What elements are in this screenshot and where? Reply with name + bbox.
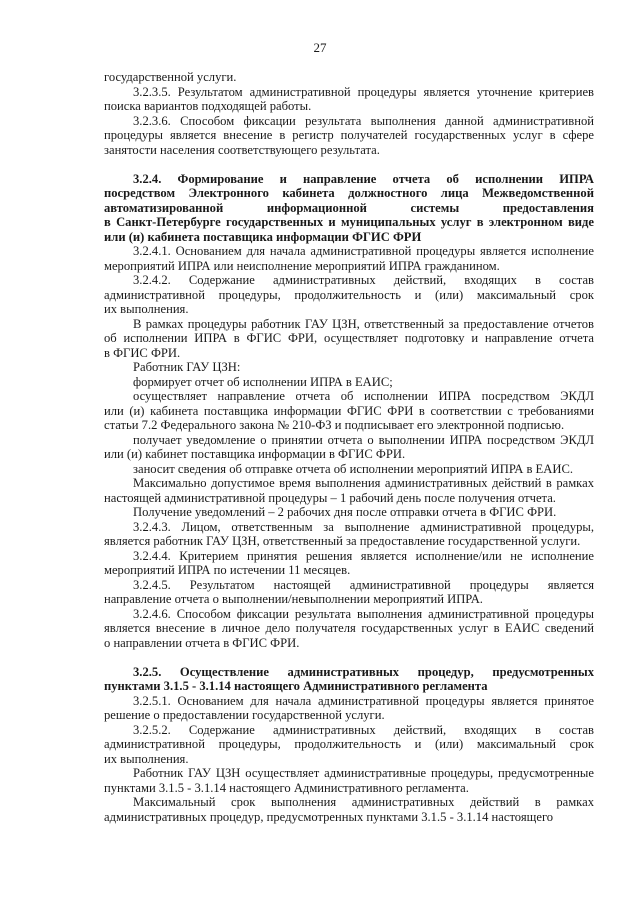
text-line: 3.2.4.4. Критерием принятия решения является исполнение/или не исполнение xyxy=(133,548,594,563)
text-line: статьи 7.2 Федерального закона № 210-ФЗ и подписывает его электронной подписью. xyxy=(104,418,565,432)
text-line: в ФГИС ФРИ. xyxy=(104,345,181,360)
text-line: 3.2.5.2. Содержание административных действий, входящих в состав xyxy=(133,722,594,737)
text-line: о направлении отчета в ФГИС ФРИ. xyxy=(104,635,300,650)
text-line: занятости населения соответствующего результата. xyxy=(104,142,380,157)
text-line: получает уведомление о принятии отчета о выполнении ИПРА посредством ЭКДЛ xyxy=(133,432,594,447)
text-line: 3.2.3.5. Результатом административной процедуры является уточнение критериев xyxy=(133,84,594,99)
text-line: мероприятий ИПРА или неисполнение мероприятий ИПРА гражданином. xyxy=(104,258,500,273)
text-line: или (и) кабинета поставщика информации ФГИС ФРИ в соответствии с требованиями xyxy=(104,403,594,418)
paragraph-gap xyxy=(104,157,594,172)
text-line: Работник ГАУ ЦЗН осуществляет административные процедуры, предусмотренные xyxy=(133,766,594,780)
text-line: В рамках процедуры работник ГАУ ЦЗН, ответственный за предоставление отчетов xyxy=(133,316,594,331)
text-line: пунктами 3.1.5 - 3.1.14 настоящего Административного регламента. xyxy=(104,780,469,795)
text-line: заносит сведения об отправке отчета об исполнении мероприятий ИПРА в ЕАИС. xyxy=(133,461,573,476)
text-line: государственной услуги. xyxy=(104,70,237,84)
text-line: об исполнении ИПРА в ФГИС ФРИ, осуществляет подготовку и направление отчета xyxy=(104,331,594,345)
text-line: 3.2.4.6. Способом фиксации результата выполнения административной процедуры xyxy=(133,606,594,621)
page-number: 27 xyxy=(313,40,327,55)
text-line: 3.2.5.1. Основанием для начала административной процедуры является принятое xyxy=(133,693,594,708)
text-line: Максимально допустимое время выполнения административных действий в рамках xyxy=(133,476,594,490)
text-line: Максимальный срок выполнения административных действий в рамках xyxy=(133,795,594,809)
text-line: 3.2.4.2. Содержание административных действий, входящих в состав xyxy=(133,273,594,287)
text-line: административных процедур, предусмотренных пунктами 3.1.5 - 3.1.14 настоящего xyxy=(104,809,554,824)
text-line: мероприятий ИПРА по истечении 11 месяцев. xyxy=(104,563,351,577)
section-heading-line: 3.2.4. Формирование и направление отчета об исполнении ИПРА xyxy=(133,171,594,186)
section-heading-line: 3.2.5. Осуществление административных процедур, предусмотренных xyxy=(133,664,594,679)
section-heading-line: посредством Электронного кабинета должностного лица Межведомственной xyxy=(104,186,594,200)
text-line: поиска вариантов подходящей работы. xyxy=(104,99,312,113)
text-line: является внесение в личное дело получателя государственных услуг в ЕАИС сведений xyxy=(104,621,594,635)
text-line: Получение уведомлений – 2 рабочих дня после отправки отчета в ФГИС ФРИ. xyxy=(133,505,557,519)
text-line: 3.2.4.1. Основанием для начала административной процедуры является исполнение xyxy=(133,244,594,258)
text-line: их выполнения. xyxy=(104,751,189,766)
text-line: или (и) кабинет поставщика информации в ФГИС ФРИ. xyxy=(104,447,406,461)
section-heading-line: автоматизированной информационной системы предоставления xyxy=(104,200,594,215)
section-heading-line: в Санкт-Петербурге государственных и муниципальных услуг в электронном виде xyxy=(104,215,594,229)
text-line: процедуры является внесение в регистр получателей государственных услуг в сфере xyxy=(104,128,594,142)
text-line: настоящей административной процедуры – 1 рабочий день после получения отчета. xyxy=(104,490,556,505)
section-heading-line: или (и) кабинета поставщика информации ФГИС ФРИ xyxy=(104,229,422,244)
text-line: 3.2.3.6. Способом фиксации результата выполнения данной административной xyxy=(133,113,594,128)
text-line: формирует отчет об исполнении ИПРА в ЕАИС; xyxy=(133,374,393,389)
text-line: направление отчета о выполнении/невыполнении мероприятий ИПРА. xyxy=(104,592,483,606)
text-line: их выполнения. xyxy=(104,302,189,316)
text-line: Работник ГАУ ЦЗН: xyxy=(133,360,241,374)
text-line: решение о предоставлении государственной услуги. xyxy=(104,708,385,722)
section-heading-line: пунктами 3.1.5 - 3.1.14 настоящего Административного регламента xyxy=(104,679,488,693)
text-line: 3.2.4.3. Лицом, ответственным за выполнение административной процедуры, xyxy=(133,519,594,534)
text-line: является работник ГАУ ЦЗН, ответственный за предоставление государственной услуги. xyxy=(104,534,581,548)
text-line: осуществляет направление отчета об исполнении ИПРА посредством ЭКДЛ xyxy=(133,389,594,403)
paragraph-gap xyxy=(104,650,594,665)
text-line: административной процедуры, продолжительность и (или) максимальный срок xyxy=(104,287,594,302)
text-line: административной процедуры, продолжительность и (или) максимальный срок xyxy=(104,737,594,751)
document-body xyxy=(104,70,594,824)
text-line: 3.2.4.5. Результатом настоящей административной процедуры является xyxy=(133,577,594,592)
